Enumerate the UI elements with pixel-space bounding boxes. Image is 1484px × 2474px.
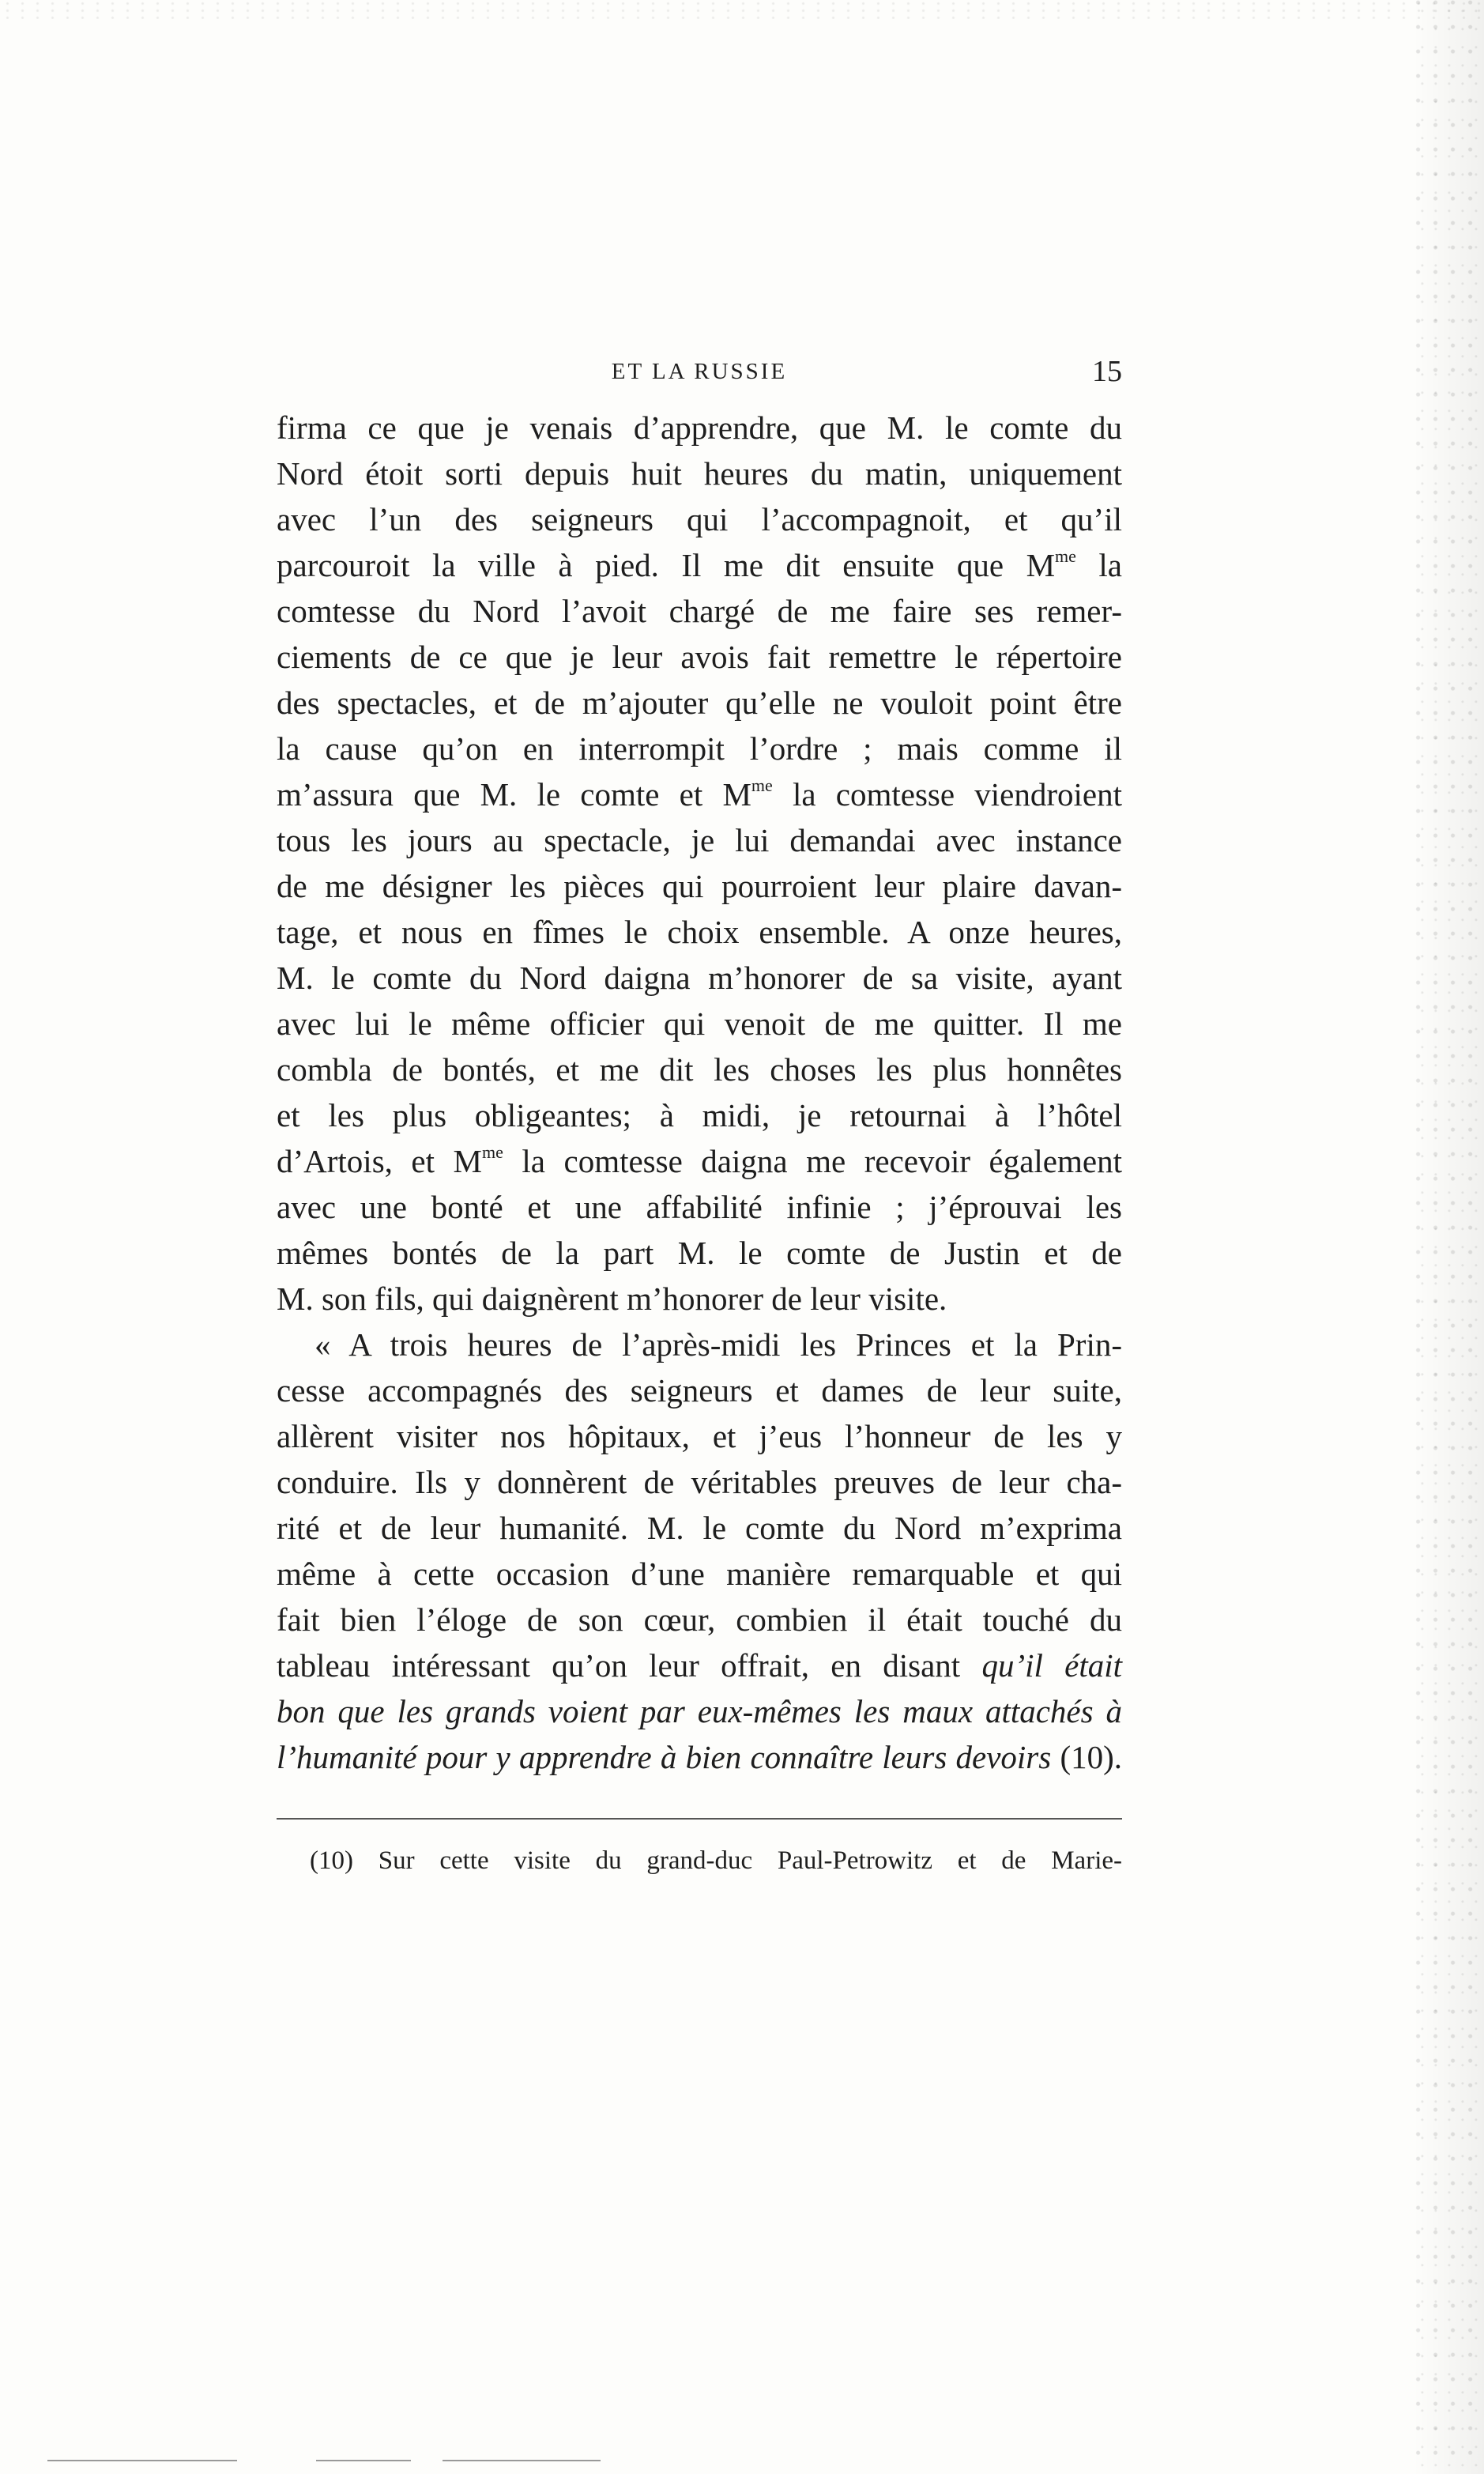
text-line: « A trois heures de l’après-midi les Princes et la Prin- xyxy=(315,1326,1122,1363)
text-line: des spectacles, et de m’ajouter qu’elle ne vouloit point être xyxy=(277,684,1122,721)
text-line: avec lui le même officier qui venoit de me quitter. Il me xyxy=(277,1005,1122,1042)
text-line: M. le comte du Nord daigna m’honorer de sa visite, ayant xyxy=(277,960,1122,996)
text-line: tous les jours au spectacle, je lui demandai avec instance xyxy=(277,822,1122,858)
page-number: 15 xyxy=(1092,355,1122,388)
text-line: combla de bontés, et me dit les choses les plus honnêtes xyxy=(277,1051,1122,1088)
text-line: Nord étoit sorti depuis huit heures du matin, uniquement xyxy=(277,455,1122,492)
text-line xyxy=(277,1138,1122,1184)
footnote-rule xyxy=(277,1818,1122,1820)
italic-quote: qu’il était xyxy=(960,1647,1122,1684)
superscript: me xyxy=(481,1142,503,1162)
text-line: mêmes bontés de la part M. le comte de Justin et de xyxy=(277,1235,1122,1271)
text-line: et les plus obligeantes; à midi, je retournai à l’hôtel xyxy=(277,1097,1122,1133)
running-head: ET LA RUSSIE xyxy=(611,359,788,384)
text-line xyxy=(277,542,1122,588)
text-segment: m’assura que M. le comte et M xyxy=(277,776,751,813)
text-line: cesse accompagnés des seigneurs et dames de leur suite, xyxy=(277,1372,1122,1409)
superscript: me xyxy=(751,775,773,795)
footnote-reference: (10). xyxy=(1051,1739,1122,1775)
text-segment: la comtesse daigna me recevoir également xyxy=(503,1143,1122,1179)
text-line: même à cette occasion d’une manière remarquable et qui xyxy=(277,1556,1122,1592)
text-line: rité et de leur humanité. M. le comte du Nord m’exprima xyxy=(277,1510,1122,1546)
text-line: la cause qu’on en interrompit l’ordre ; mais comme il xyxy=(277,730,1122,767)
bottom-rule xyxy=(47,2460,237,2461)
superscript: me xyxy=(1055,546,1076,566)
page-header xyxy=(277,354,1122,394)
text-segment: la xyxy=(1075,547,1122,583)
footnote: (10) Sur cette visite du grand-duc Paul-Petrowitz et de Marie- xyxy=(310,1846,1122,1875)
text-line: M. son fils, qui daignèrent m’honorer de leur visite. xyxy=(277,1280,947,1317)
scan-edge-right xyxy=(1413,0,1484,2474)
bottom-rule xyxy=(443,2460,601,2461)
text-line: avec l’un des seigneurs qui l’accompagnoit, et qu’il xyxy=(277,501,1122,537)
text-line xyxy=(277,1642,1122,1688)
bottom-rule xyxy=(316,2460,411,2461)
text-line: conduire. Ils y donnèrent de véritables preuves de leur cha- xyxy=(277,1464,1122,1500)
text-line: allèrent visiter nos hôpitaux, et j’eus l’honneur de les y xyxy=(277,1418,1122,1454)
text-line: de me désigner les pièces qui pourroient leur plaire davan- xyxy=(277,868,1122,904)
text-segment: la comtesse viendroient xyxy=(772,776,1122,813)
text-line: tage, et nous en fîmes le choix ensemble. A onze heures, xyxy=(277,914,1122,950)
text-segment: tableau intéressant qu’on leur offrait, en disant xyxy=(277,1647,961,1684)
text-line xyxy=(277,771,1122,817)
text-line: ciements de ce que je leur avois fait remettre le répertoire xyxy=(277,639,1122,675)
text-segment: d’Artois, et M xyxy=(277,1143,482,1179)
text-line: bon que les grands voient par eux-mêmes les maux attachés à xyxy=(277,1693,1122,1729)
text-line: comtesse du Nord l’avoit chargé de me faire ses remer- xyxy=(277,593,1122,629)
body-text xyxy=(277,405,1122,1780)
text-line: firma ce que je venais d’apprendre, que M. le comte du xyxy=(277,409,1122,446)
scan-noise-top xyxy=(0,0,1484,19)
text-line xyxy=(277,1734,1122,1780)
text-line: fait bien l’éloge de son cœur, combien il était touché du xyxy=(277,1601,1122,1638)
text-segment: parcouroit la ville à pied. Il me dit ensuite que M xyxy=(277,547,1056,583)
text-line: avec une bonté et une affabilité infinie ; j’éprouvai les xyxy=(277,1189,1122,1225)
text-segment: l’humanité pour y apprendre à bien connaître leurs devoirs xyxy=(277,1739,1052,1775)
